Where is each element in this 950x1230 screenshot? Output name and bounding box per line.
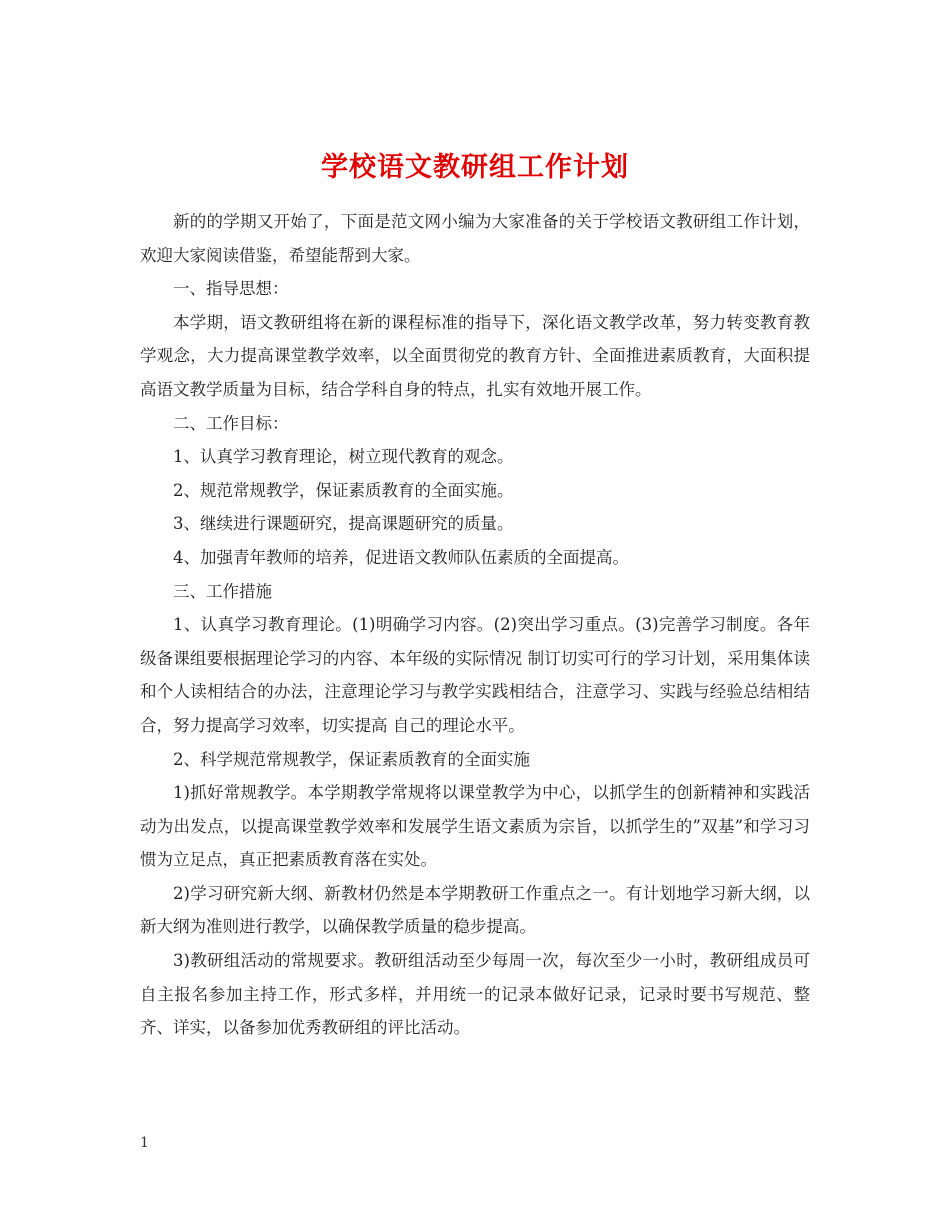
measure-paragraph: 1)抓好常规教学。本学期教学常规将以课堂教学为中心，以抓学生的创新精神和实践活动为出发点，以提高课堂教学效率和发展学生语文素质为宗旨，以抓学生的”双基”和学习习惯为立足点，真正把素质教育落在实处。 xyxy=(140,783,810,870)
section-heading-work-goals: 二、工作目标： xyxy=(173,413,289,433)
section-heading-work-measures: 三、工作措施 xyxy=(173,581,272,601)
section-heading-guiding-thought: 一、指导思想： xyxy=(173,279,289,299)
goal-item: 4、加强青年教师的培养，促进语文教师队伍素质的全面提高。 xyxy=(173,547,629,567)
document-title: 学校语文教研组工作计划 xyxy=(321,152,629,184)
guiding-thought-paragraph: 本学期，语文教研组将在新的课程标准的指导下，深化语文教学改革，努力转变教育教学观念，大力提高课堂教学效率，以全面贯彻党的教育方针、全面推进素质教育，大面积提高语文教学质量为目标，结合学科自身的特点，扎实有效地开展工作。 xyxy=(140,312,810,399)
measure-paragraph: 2)学习研究新大纲、新教材仍然是本学期教研工作重点之一。有计划地学习新大纲，以新大纲为准则进行教学，以确保教学质量的稳步提高。 xyxy=(140,883,810,937)
page-number: 1 xyxy=(140,1135,149,1151)
goal-item: 1、认真学习教育理论，树立现代教育的观念。 xyxy=(173,447,514,467)
measure-paragraph: 3)教研组活动的常规要求。教研组活动至少每周一次，每次至少一小时，教研组成员可自主报名参加主持工作，形式多样，并用统一的记录本做好记录，记录时要书写规范、整齐、详实，以备参加优秀教研组的评比活动。 xyxy=(140,951,810,1038)
intro-paragraph: 新的的学期又开始了，下面是范文网小编为大家准备的关于学校语文教研组工作计划，欢迎大家阅读借鉴，希望能帮到大家。 xyxy=(140,212,810,265)
document-body xyxy=(140,205,810,1045)
goal-item: 2、规范常规教学，保证素质教育的全面实施。 xyxy=(173,480,514,500)
measure-paragraph: 1、认真学习教育理论。(1)明确学习内容。(2)突出学习重点。(3)完善学习制度。各年级备课组要根据理论学习的内容、本年级的实际情况 制订切实可行的学习计划，采用集体读和个人读相结合的办法，注意理论学习与教学实践相结合，注意学习、实践与经验总结相结合，努力提高学习效率，切实提高 自己的理论水平。 xyxy=(140,615,810,735)
measure-paragraph: 2、科学规范常规教学，保证素质教育的全面实施 xyxy=(173,749,530,769)
goal-item: 3、继续进行课题研究，提高课题研究的质量。 xyxy=(173,514,514,534)
